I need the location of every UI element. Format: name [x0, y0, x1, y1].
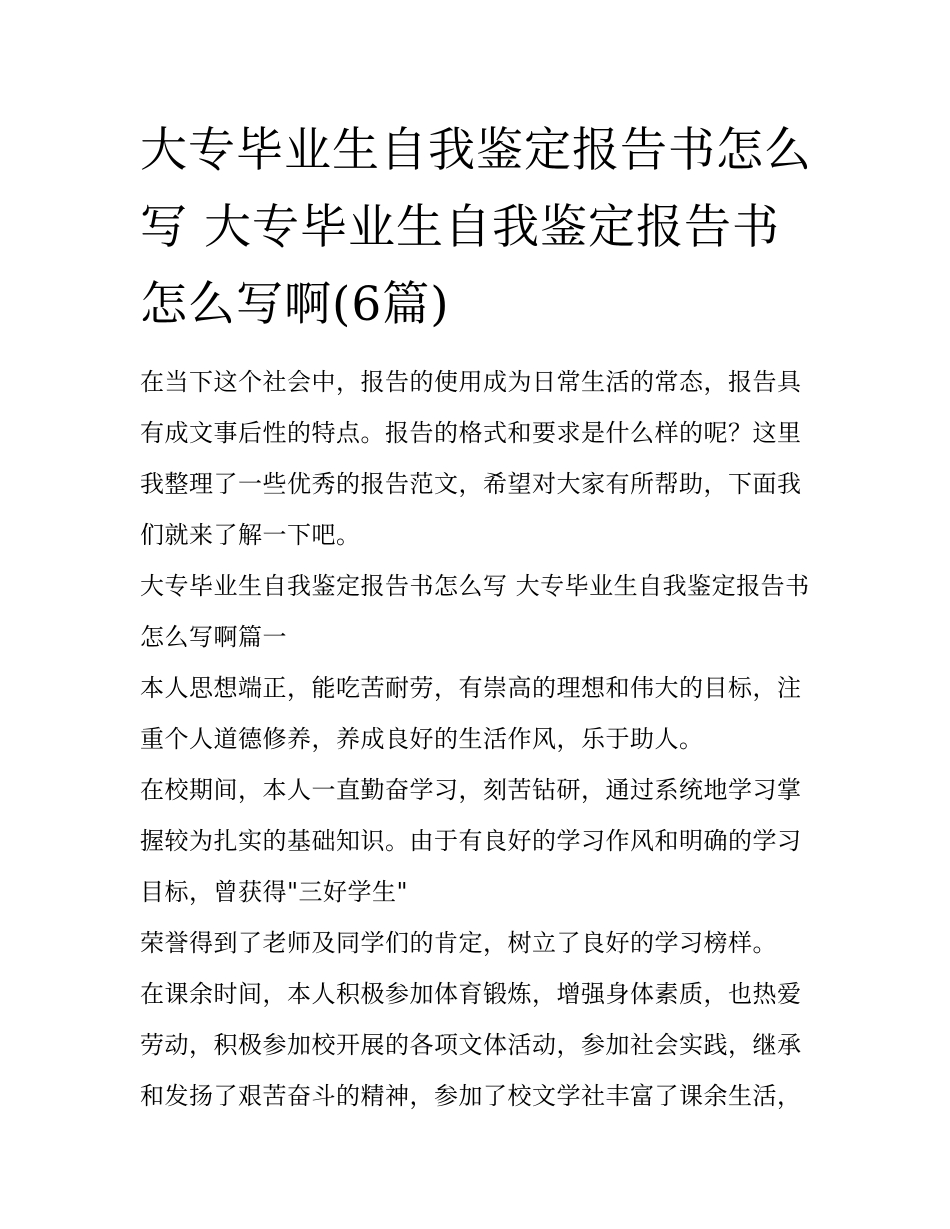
body-paragraph: 在课余时间，本人积极参加体育锻炼，增强身体素质，也热爱劳动，积极参加校开展的各项文体活动，参加社会实践，继承和发扬了艰苦奋斗的精神，参加了校文学社丰富了课余生活， — [140, 980, 802, 1110]
document-title: 大专毕业生自我鉴定报告书怎么写 大专毕业生自我鉴定报告书怎么写啊(6篇) — [140, 123, 812, 332]
document-body — [140, 357, 820, 1122]
body-paragraph: 本人思想端正，能吃苦耐劳，有崇高的理想和伟大的目标，注重个人道德修养，养成良好的生活作风，乐于助人。 — [140, 674, 802, 753]
section-heading: 大专毕业生自我鉴定报告书怎么写 大专毕业生自我鉴定报告书怎么写啊篇一 — [140, 572, 810, 651]
body-paragraph: 在校期间，本人一直勤奋学习，刻苦钻研，通过系统地学习掌握较为扎实的基础知识。由于有良好的学习作风和明确的学习目标，曾获得"三好学生" — [140, 776, 802, 906]
intro-paragraph: 在当下这个社会中，报告的使用成为日常生活的常态，报告具有成文事后性的特点。报告的格式和要求是什么样的呢？这里我整理了一些优秀的报告范文，希望对大家有所帮助，下面我们就来了解一下吧。 — [140, 368, 802, 549]
body-paragraph: 荣誉得到了老师及同学们的肯定，树立了良好的学习榜样。 — [140, 929, 777, 957]
